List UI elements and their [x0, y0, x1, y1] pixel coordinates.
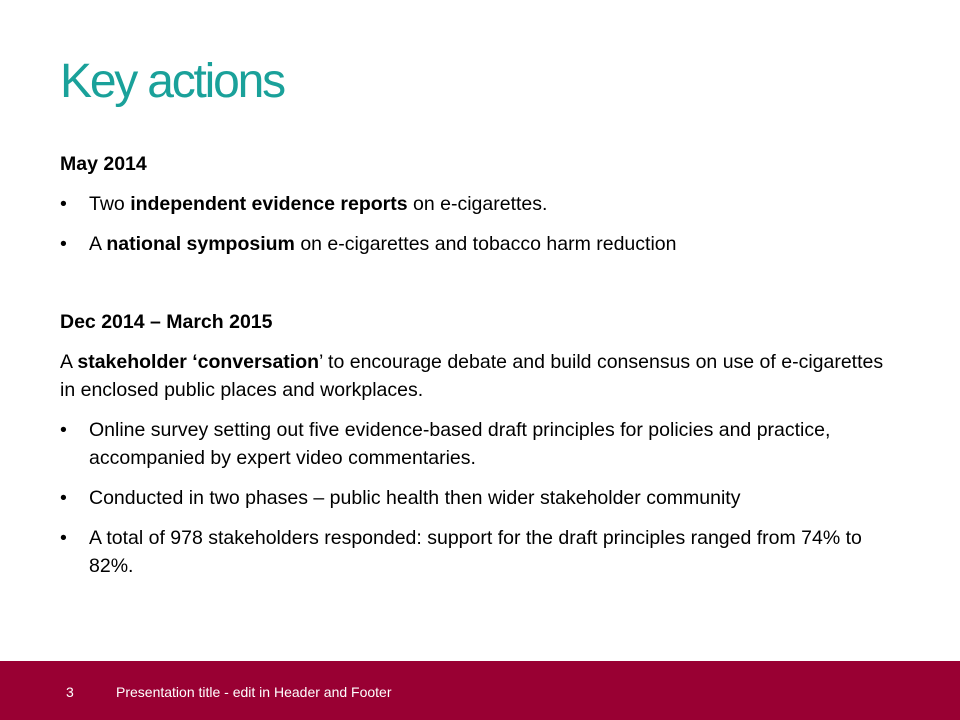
- bullet-evidence-reports: • Two independent evidence reports on e-cigarettes.: [60, 190, 900, 218]
- slide-body: [60, 150, 900, 580]
- bullet-marker: •: [60, 193, 67, 215]
- footer-bar: [0, 661, 960, 720]
- bullet-marker: •: [60, 419, 67, 441]
- section-heading-may-2014: May 2014: [60, 153, 147, 175]
- bullet-marker: •: [60, 233, 67, 255]
- bullet-marker: •: [60, 487, 67, 509]
- bullet-national-symposium: • A national symposium on e-cigarettes and tobacco harm reduction: [60, 230, 900, 258]
- bullet-respondents: • A total of 978 stakeholders responded: support for the draft principles ranged from 74% to 82%.: [60, 524, 900, 580]
- slide-title: Key actions: [60, 55, 284, 108]
- bullet-two-phases: • Conducted in two phases – public health then wider stakeholder community: [60, 484, 900, 512]
- footer-text: Presentation title - edit in Header and Footer: [116, 684, 392, 700]
- bullet-online-survey: • Online survey setting out five evidence-based draft principles for policies and practice, accompanied by expert video commentaries.: [60, 416, 900, 472]
- bullet-marker: •: [60, 527, 67, 549]
- page-number: 3: [66, 684, 74, 700]
- stakeholder-conversation-intro: A stakeholder ‘conversation’ to encourage debate and build consensus on use of e-cigarettes in enclosed public places and workplaces.: [60, 351, 884, 401]
- section-heading-dec-2014: Dec 2014 – March 2015: [60, 311, 273, 333]
